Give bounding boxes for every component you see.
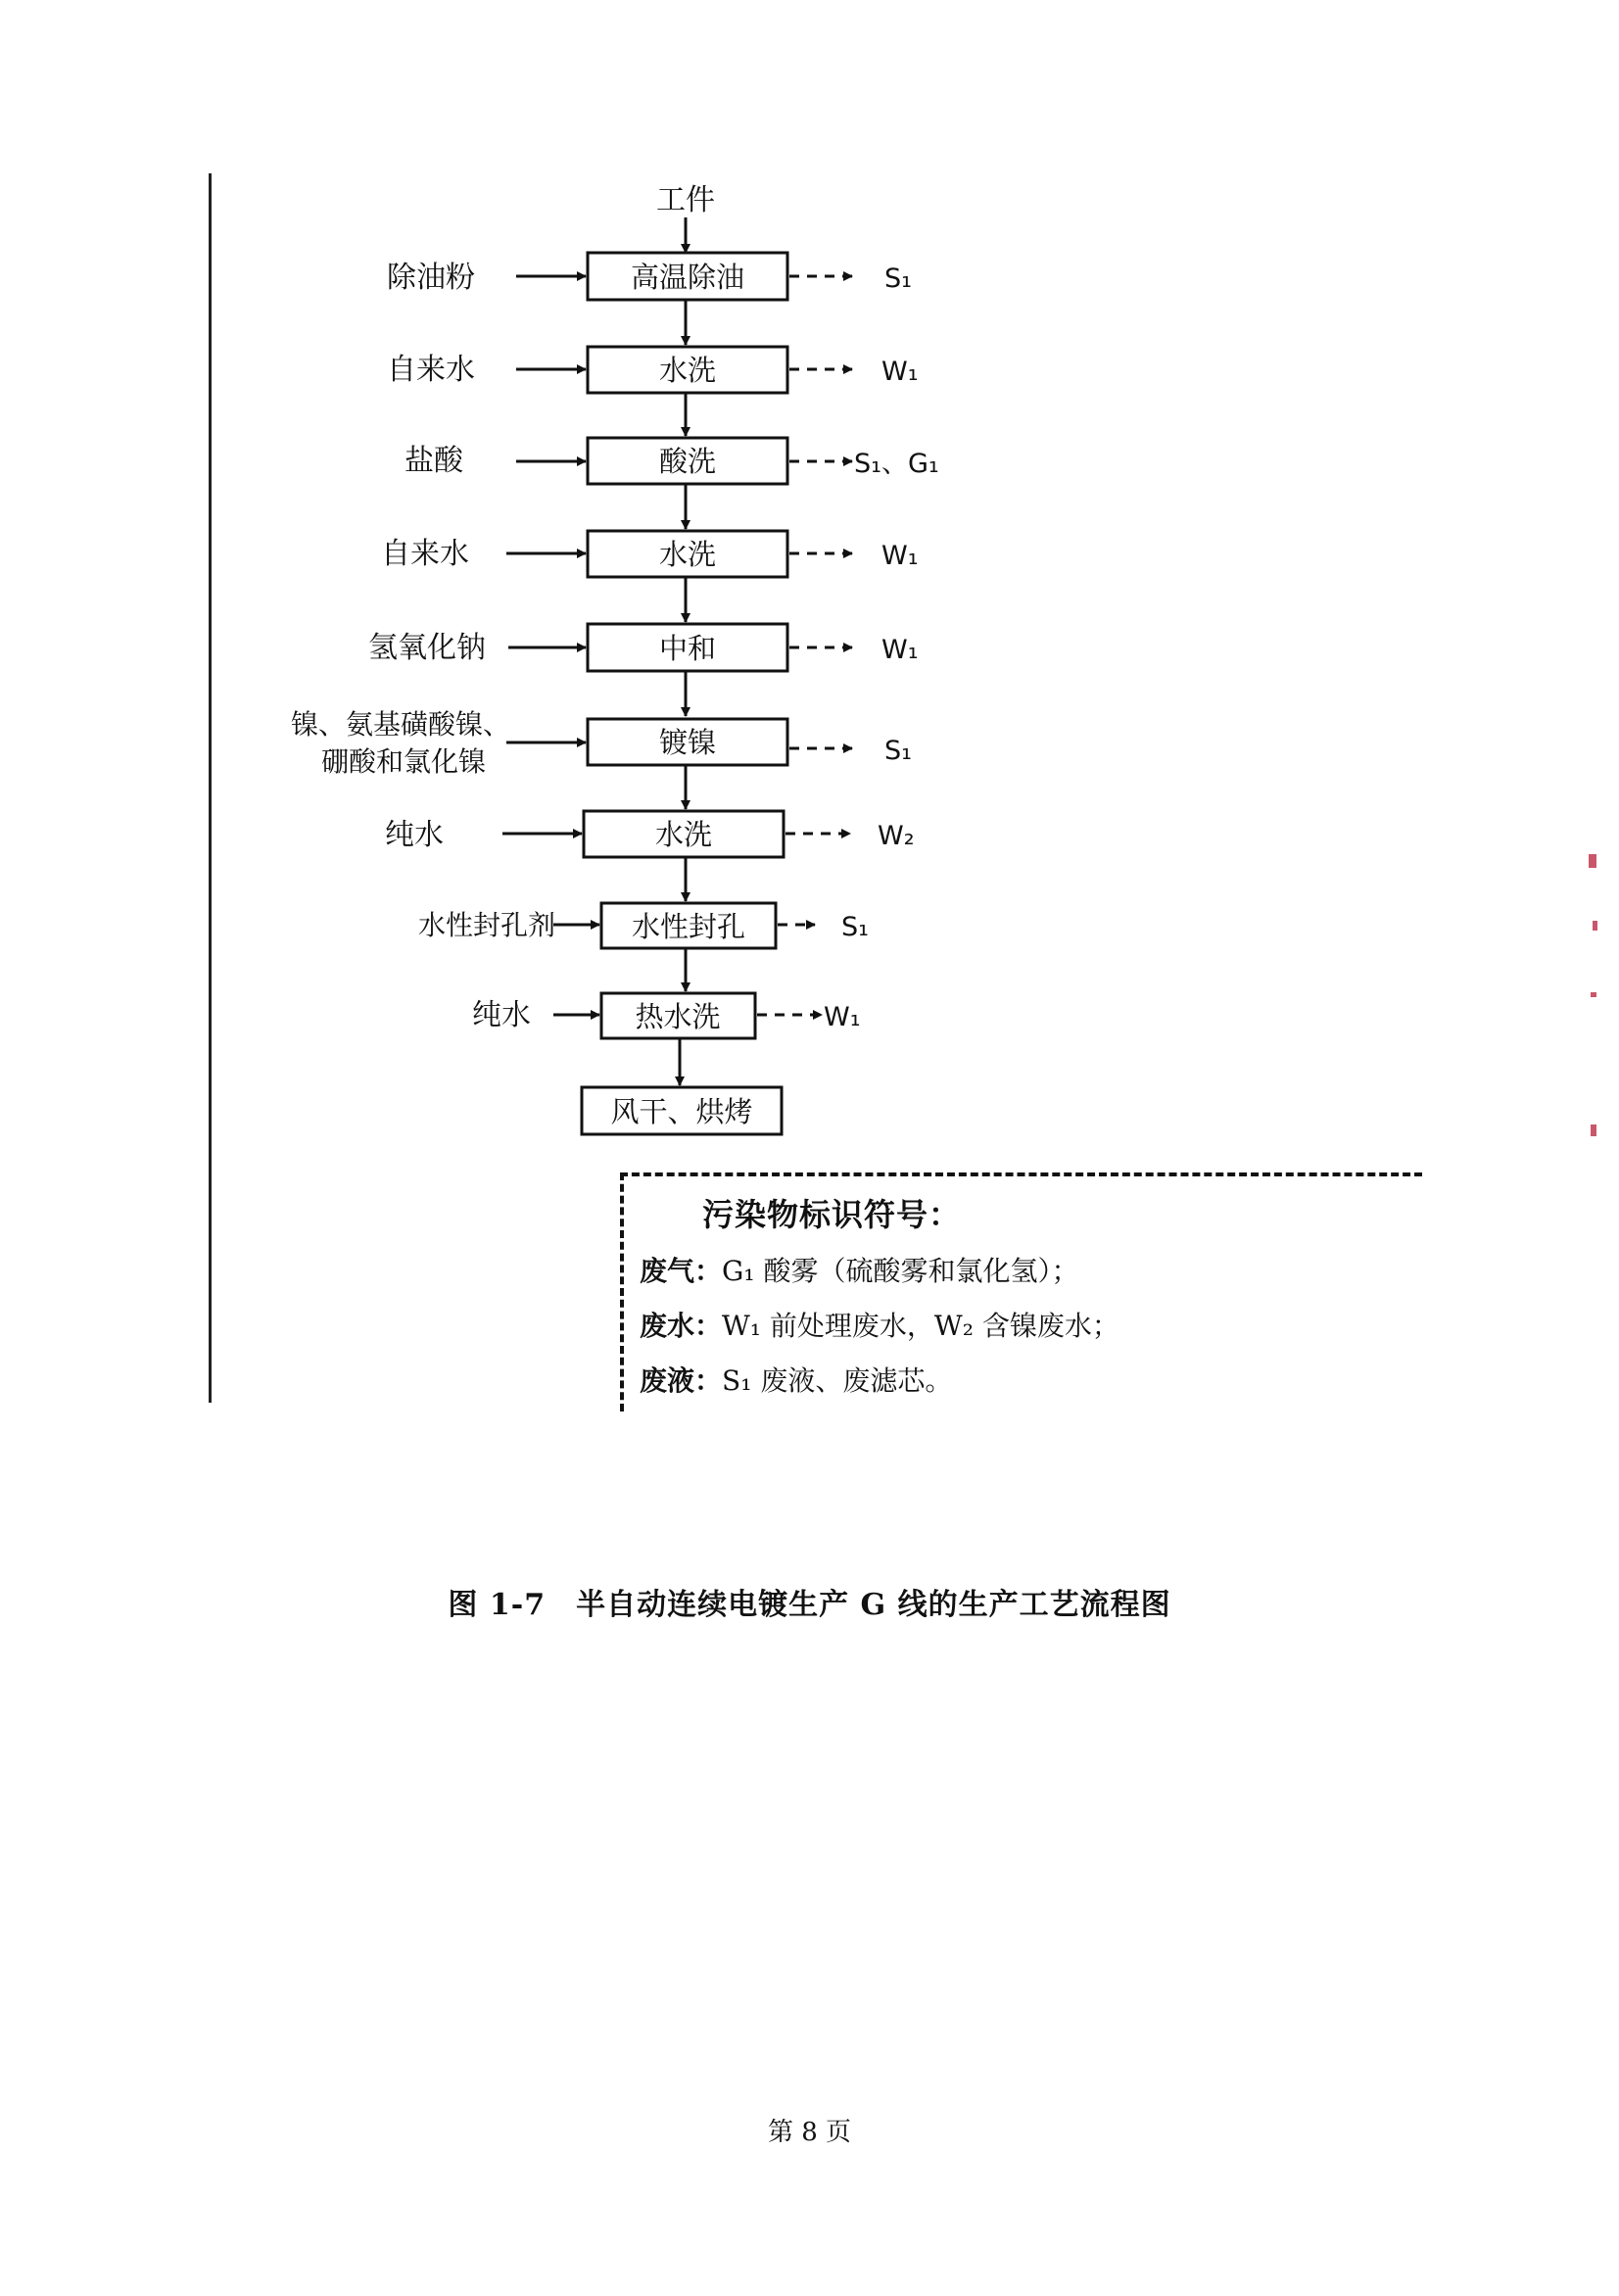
reagent-label: 除油粉 — [387, 261, 475, 295]
legend-row-text: S₁ 废液、废滤芯。 — [722, 1364, 953, 1397]
reagent-label: 纯水 — [472, 998, 531, 1032]
process-label: 高温除油 — [630, 261, 745, 294]
scan-mark — [1591, 1124, 1596, 1136]
pollutant-label: S₁ — [884, 736, 912, 766]
pollutant-legend — [620, 1172, 1422, 1411]
figure-caption: 图 1-7 半自动连续电镀生产 G 线的生产工艺流程图 — [448, 1588, 1171, 1622]
pollutant-label: S₁ — [841, 912, 869, 942]
legend-row-label: 废液： — [640, 1364, 723, 1397]
reagent-label: 自来水 — [387, 353, 475, 387]
pollutant-label: S₁、G₁ — [854, 449, 939, 479]
legend-row-gas — [640, 1250, 1079, 1289]
flow-step-8 — [418, 903, 869, 948]
legend-row-text: W₁ 前处理废水，W₂ 含镍废水； — [722, 1310, 1119, 1342]
process-label: 水洗 — [654, 818, 713, 851]
process-label: 水洗 — [658, 354, 717, 387]
process-label: 水洗 — [658, 538, 717, 571]
legend-title: 污染物标识符号： — [702, 1196, 962, 1233]
pollutant-label: W₁ — [881, 357, 919, 387]
pollutant-label: W₁ — [881, 541, 919, 571]
process-label: 酸洗 — [658, 445, 717, 478]
pollutant-label: S₁ — [884, 263, 912, 294]
flow-step-2 — [387, 347, 919, 393]
legend-row-label: 废水： — [640, 1310, 723, 1342]
flow-step-4 — [381, 531, 919, 577]
flow-step-final — [582, 1087, 782, 1134]
legend-row-water — [640, 1305, 1119, 1344]
reagent-label: 纯水 — [385, 818, 444, 852]
pollutant-label: W₁ — [881, 635, 919, 665]
process-label: 热水洗 — [635, 1000, 721, 1033]
legend-row-label: 废气： — [640, 1255, 723, 1287]
process-label: 镀镍 — [658, 726, 717, 759]
reagent-label-line2: 硼酸和氯化镍 — [320, 745, 487, 778]
scan-mark — [1589, 854, 1596, 868]
flow-step-6 — [291, 708, 912, 778]
reagent-label: 氢氧化钠 — [368, 631, 486, 665]
process-label: 水性封孔 — [631, 910, 746, 943]
reagent-label: 自来水 — [381, 537, 469, 571]
page-number: 第 8 页 — [767, 2118, 852, 2147]
process-label: 中和 — [658, 632, 717, 665]
reagent-label: 水性封孔剂 — [417, 909, 556, 941]
flow-step-9 — [472, 993, 861, 1038]
scan-mark — [1591, 992, 1596, 997]
flow-step-1 — [387, 253, 912, 300]
flow-step-7 — [385, 811, 915, 857]
pollutant-label: W₁ — [824, 1002, 861, 1032]
flow-step-3 — [405, 438, 939, 484]
legend-row-liquid — [640, 1360, 952, 1399]
scan-mark — [1593, 921, 1597, 931]
flow-step-5 — [368, 624, 919, 671]
reagent-label: 镍、氨基磺酸镍、 — [290, 708, 511, 741]
process-label: 风干、烘烤 — [610, 1095, 753, 1128]
legend-row-text: G₁ 酸雾（硫酸雾和氯化氢）； — [722, 1255, 1079, 1287]
reagent-label: 盐酸 — [405, 444, 463, 478]
pollutant-label: W₂ — [878, 821, 915, 851]
input-label: 工件 — [656, 183, 715, 217]
